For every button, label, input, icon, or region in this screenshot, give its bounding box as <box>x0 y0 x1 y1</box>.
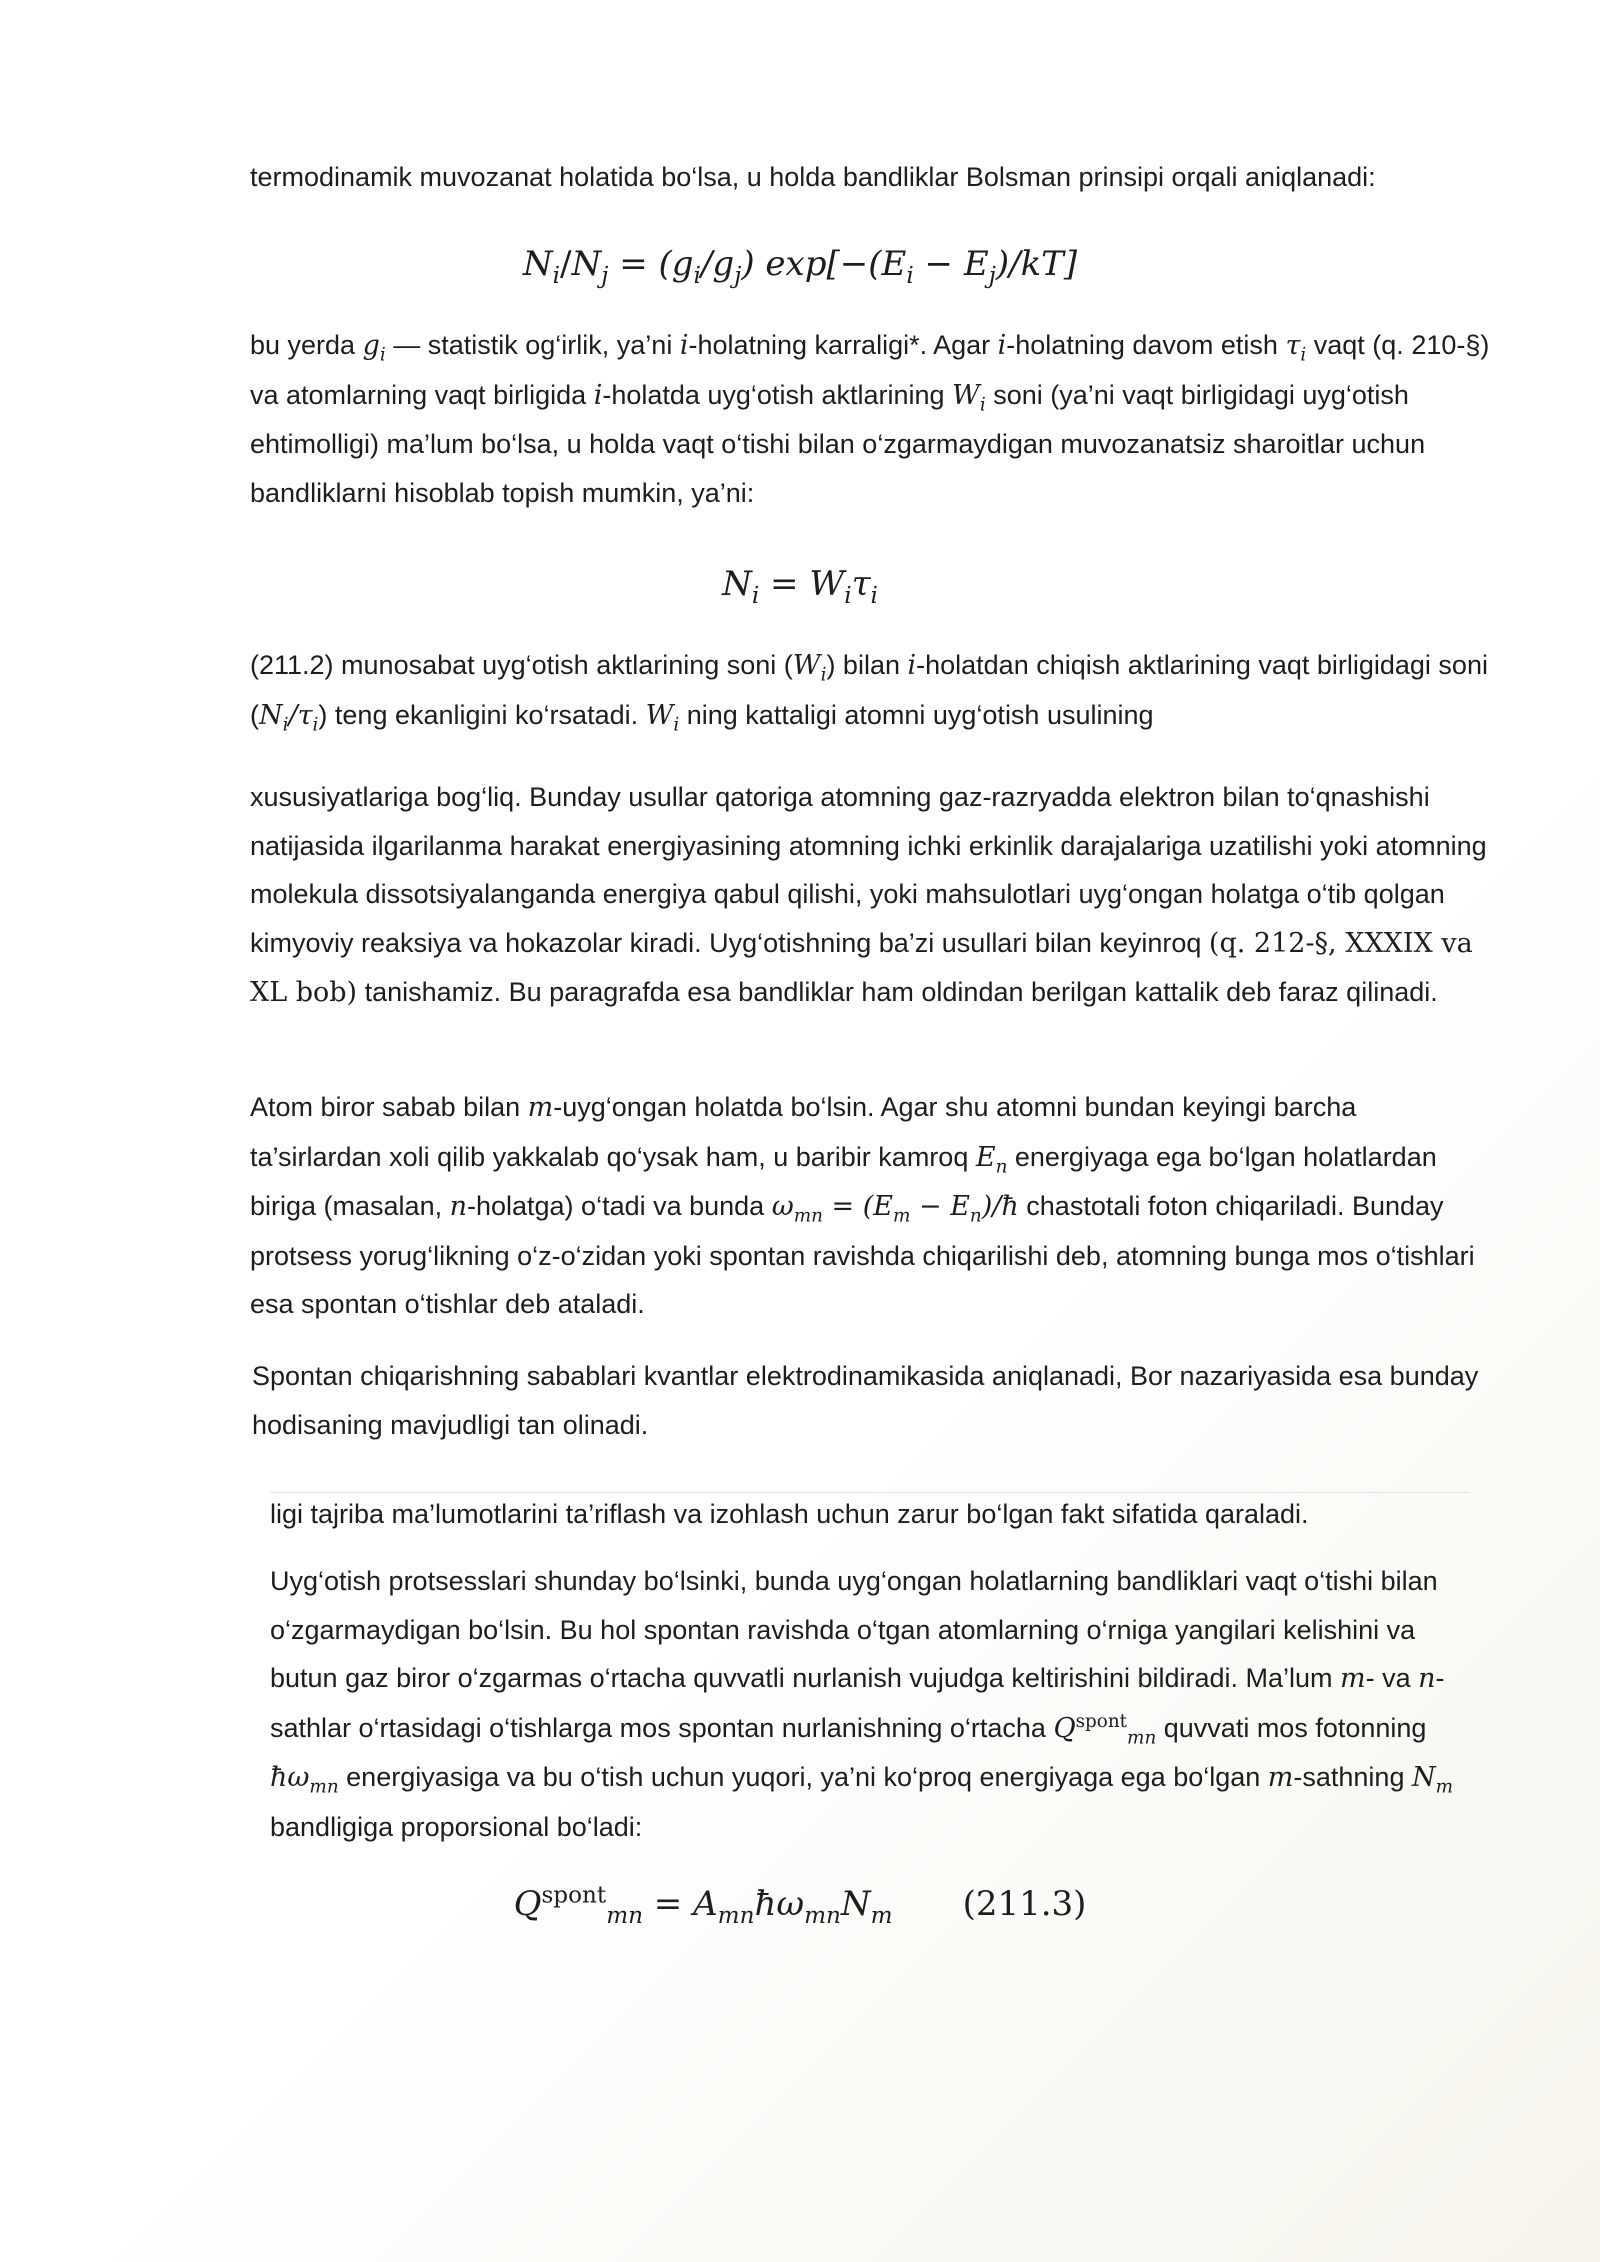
eq3-symbol: ħ <box>754 1884 777 1924</box>
math-sub: i <box>379 344 386 366</box>
paragraph-6 <box>252 1352 1492 1449</box>
text-run: energiyaga ega bo‘lgan holatlardan biriga (masalan, <box>250 1141 1437 1221</box>
eq3-symbol: N <box>840 1884 871 1924</box>
math-symbol: W <box>645 699 674 731</box>
equation-spontaneous-power <box>0 1882 1600 1929</box>
eq3-symbol: ω <box>776 1884 805 1924</box>
math-symbol: ω <box>771 1191 794 1222</box>
equation-boltzmann <box>0 244 1600 289</box>
eq3-sup: spont <box>541 1882 607 1909</box>
text-run: (211.2) munosabat uyg‘otish aktlarining soni ( <box>250 650 793 680</box>
math-symbol: N <box>259 699 283 731</box>
text-run: xususiyatlariga bog‘liq. Bunday usullar qatoriga atomning gaz-razryadda elektron bilan to‘qnashishi natijasida ilgarilanma harakat energiyasining atomning ichki erkinlik darajalariga uzatilishi yoki atomning molekula dissotsiyalanganda energiya qabul qilishi, yoki mahsulotlari uyg‘ongan holatga o‘tib qolgan kimyoviy reaksiya va hokazolar kiradi. Uyg‘otishning ba’zi usullari bilan keyinroq <box>250 782 1487 958</box>
equation-number: (211.3) <box>962 1884 1087 1924</box>
text-run: Uyg‘otish protsesslari shunday bo‘lsinki, bunda uyg‘ongan holatlarning bandliklari vaqt o‘tishi bilan o‘zgarmaydigan bo‘lsin. Bu hol spontan ravishda o‘tgan atomlarning o‘rniga yangilari kelishini va butun gaz biror o‘zgarmas o‘rtacha quvvatli nurlanish vujudga keltirishini bildiradi. Ma’lum <box>270 1566 1438 1693</box>
eq1-sub: i <box>693 262 701 289</box>
text-run: — statistik og‘irlik, ya’ni <box>385 330 680 360</box>
eq3-sub: m <box>870 1902 893 1929</box>
text-run: chastotali foton chiqariladi. Bunday protsess yorug‘likning o‘z-o‘zidan yoki spontan ravishda chiqarilishi deb, atomning bunga mos o‘tishlari esa spontan o‘tishlar deb ataladi. <box>250 1191 1475 1319</box>
math-sub: i <box>312 713 319 735</box>
text-run: ) teng ekanligini ko‘rsatadi. <box>318 699 646 730</box>
math-symbol: Q <box>1053 1712 1076 1744</box>
eq3-sub: mn <box>606 1902 643 1929</box>
eq2-symbol: W <box>809 564 845 604</box>
paragraph-7-text: ligi tajriba ma’lumotlarini ta’riflash va izohlash uchun zarur bo‘lgan fakt sifatida qaraladi. <box>270 1499 1309 1529</box>
eq2-symbol: N <box>722 564 752 604</box>
math-sub: i <box>979 393 986 415</box>
math-symbol: )/ħ <box>981 1191 1019 1222</box>
eq3-symbol: A <box>693 1884 718 1924</box>
text-run: quvvati mos fotonning <box>1156 1712 1427 1743</box>
eq1-sub: i <box>552 262 561 289</box>
math-symbol: m <box>1267 1762 1294 1793</box>
eq2-sub: i <box>844 582 852 609</box>
math-sub: i <box>820 664 827 686</box>
text-run: soni (ya’ni vaqt birligidagi uyg‘otish ehtimolligi) ma’lum bo‘lsa, u holda vaqt o‘tishi bilan o‘zgarmaydigan muvozanatsiz sharoitlar uchun bandliklarni hisoblab topish mumkin, ya’ni: <box>250 379 1426 508</box>
eq2-sub: i <box>870 582 878 609</box>
eq3-sub: mn <box>804 1902 841 1929</box>
text-run: bu yerda <box>250 330 363 360</box>
paragraph-7 <box>270 1490 1490 1539</box>
eq2-sub: i <box>751 582 760 609</box>
eq1-sub: j <box>734 262 742 289</box>
paragraph-4 <box>250 773 1490 1018</box>
math-symbol: τ <box>297 699 313 731</box>
text-run: bandligiga proporsional bo‘ladi: <box>270 1811 643 1842</box>
eq1-slash: / <box>560 244 572 284</box>
math-sub: n <box>995 1155 1008 1177</box>
math-sub: mn <box>309 1776 339 1798</box>
paragraph-1 <box>250 153 1490 202</box>
math-symbol: = (E <box>822 1191 893 1222</box>
paragraph-1-text: termodinamik muvozanat holatida bo‘lsa, u holda bandliklar Bolsman prinsipi orqali aniqlanadi: <box>250 162 1376 192</box>
eq3-equals: = <box>642 1884 694 1924</box>
math-symbol: E <box>975 1141 996 1173</box>
math-symbol: i <box>997 330 1007 361</box>
eq1-sub: j <box>601 262 609 289</box>
math-symbol: ω <box>287 1762 310 1793</box>
text-run: -holatning davom etish <box>1006 330 1286 360</box>
text-run: tanishamiz. Bu paragrafda esa bandliklar ham oldindan berilgan kattalik deb faraz qilinadi. <box>357 977 1438 1007</box>
text-run: ning kattaligi atomni uyg‘otish usulining <box>679 699 1154 730</box>
eq1-sub: i <box>906 262 914 289</box>
text-run: -sathning <box>1293 1762 1412 1792</box>
math-sub: n <box>969 1205 982 1227</box>
math-sub: i <box>1300 344 1307 366</box>
math-symbol: τ <box>1285 330 1301 361</box>
math-symbol: N <box>1411 1762 1436 1793</box>
text-run: -holatdan chiqish aktlarining vaqt birligidagi soni ( <box>250 650 1488 730</box>
math-symbol: i <box>907 650 917 681</box>
math-symbol: m <box>1340 1663 1366 1694</box>
text-run: vaqt (q. 210-§) va atomlarning vaqt birligida <box>250 330 1490 410</box>
math-symbol: n <box>1418 1663 1436 1694</box>
eq1-part: /g <box>700 244 735 284</box>
math-sub: mn <box>793 1205 823 1227</box>
eq1-symbol: N <box>522 244 553 284</box>
math-symbol: i <box>679 330 689 361</box>
eq1-symbol: N <box>571 244 602 284</box>
text-run: -uyg‘ongan holatda bo‘lsin. Agar shu atomni bundan keyingi barcha ta’sirlardan xoli qilib yakkalab qo‘ysak ham, u baribir kamroq <box>250 1092 1357 1172</box>
eq1-sub: j <box>988 262 996 289</box>
eq1-part: − E <box>913 244 989 284</box>
math-sub: i <box>673 713 680 735</box>
math-symbol: n <box>449 1191 467 1222</box>
text-run: -sathlar o‘rtasidagi o‘tishlarga mos spontan nurlanishning o‘rtacha <box>270 1663 1445 1743</box>
math-sub: m <box>1435 1776 1454 1798</box>
eq2-equals: = <box>759 564 810 604</box>
eq2-symbol: τ <box>851 564 871 604</box>
math-sub: i <box>282 713 289 735</box>
text-run: Atom biror sabab bilan <box>250 1092 528 1122</box>
math-symbol: − E <box>910 1191 970 1222</box>
eq3-sub: mn <box>717 1902 755 1929</box>
eq1-part: ) exp[−(E <box>741 244 907 284</box>
paragraph-5 <box>250 1083 1490 1329</box>
text-run: -holatning karraligi*. Agar <box>688 330 998 360</box>
math-sub: mn <box>1127 1726 1157 1748</box>
paragraph-8 <box>270 1557 1490 1851</box>
paragraph-3 <box>250 641 1490 740</box>
math-symbol: / <box>288 699 298 731</box>
text-run: ) bilan <box>826 650 908 680</box>
math-symbol: g <box>362 330 380 361</box>
math-symbol: i <box>593 379 603 411</box>
eq1-part: )/kT] <box>995 244 1078 284</box>
text-run: -holatda uyg‘otish aktlarining <box>602 379 953 410</box>
eq3-symbol: Q <box>513 1884 542 1924</box>
math-symbol: W <box>792 650 821 681</box>
paragraph-2 <box>250 321 1490 517</box>
equation-population <box>0 564 1600 609</box>
text-run: -holatga) o‘tadi va bunda <box>466 1191 772 1221</box>
math-symbol: m <box>527 1092 554 1123</box>
math-symbol: W <box>952 379 980 411</box>
eq1-part: = (g <box>608 244 694 284</box>
text-run: energiyasiga va bu o‘tish uchun yuqori, ya’ni ko‘proq energiyaga ega bo‘lgan <box>338 1762 1268 1792</box>
math-sup: spont <box>1075 1710 1128 1732</box>
text-run: - va <box>1365 1663 1419 1693</box>
math-sub: m <box>893 1205 911 1227</box>
reference-run: (q. 212-§, XXXIX va XL bob) <box>250 927 1473 1008</box>
paragraph-6-text: Spontan chiqarishning sabablari kvantlar elektrodinamikasida aniqlanadi, Bor nazariyasida esa bunday hodisaning mavjudligi tan olinadi. <box>252 1361 1479 1440</box>
math-symbol: ħ <box>270 1762 288 1793</box>
